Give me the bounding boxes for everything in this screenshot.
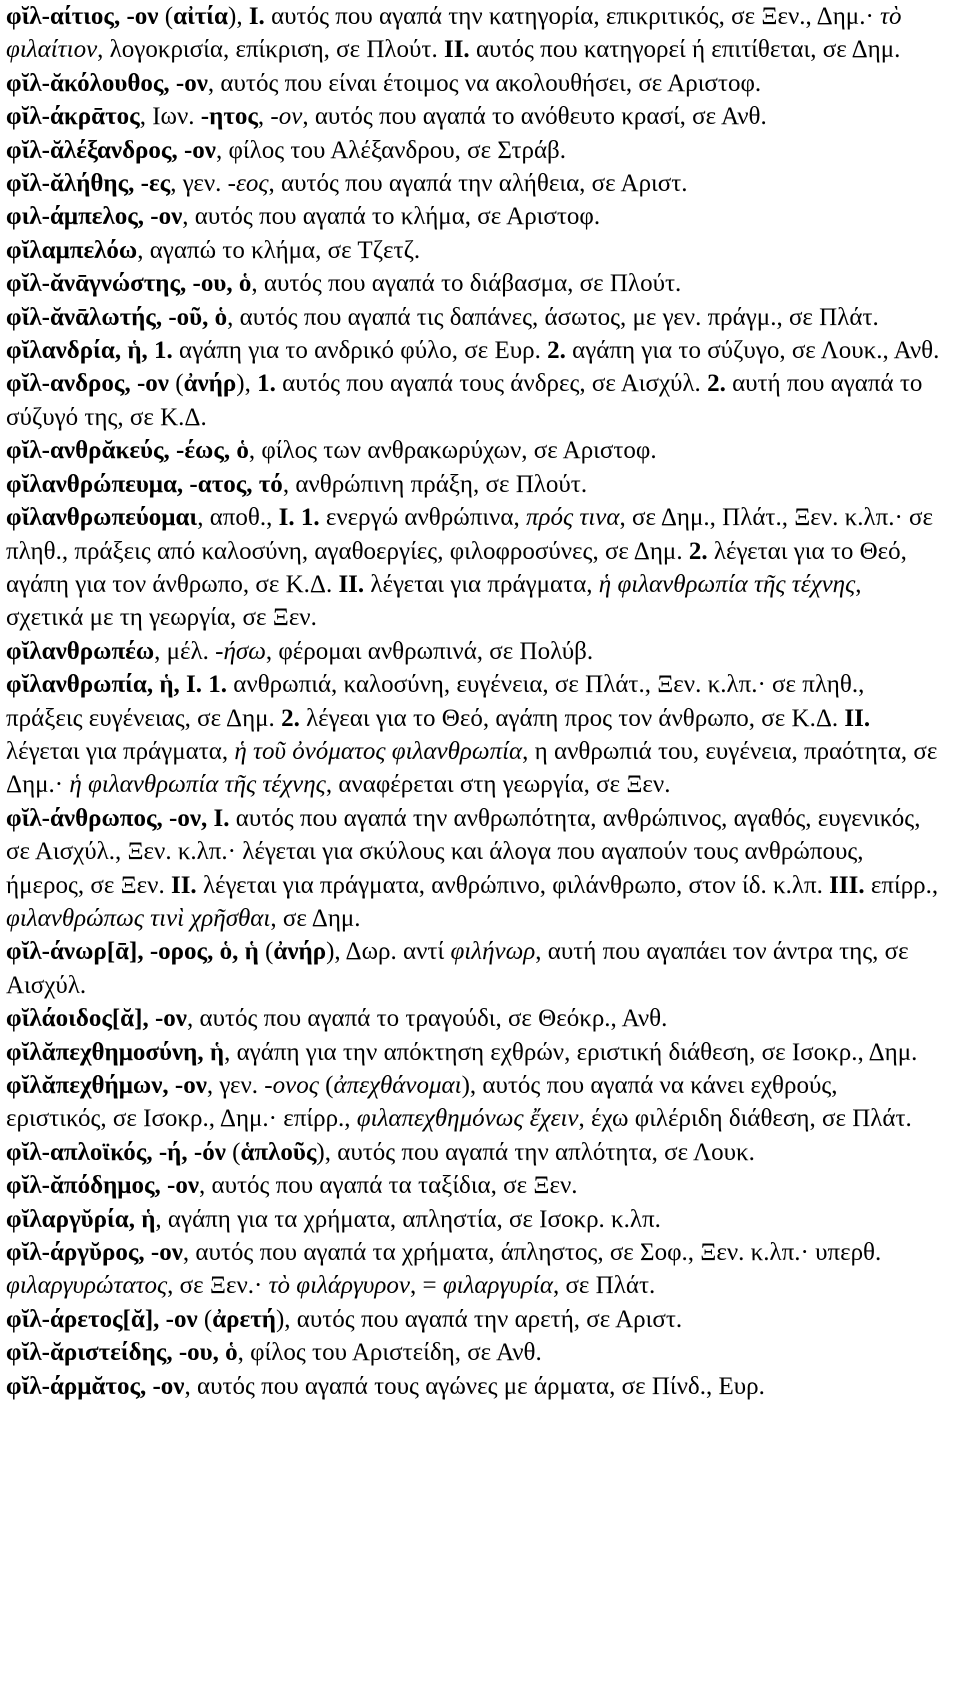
- entry-headword-text: φῐλ-άρετος[ᾰ], -ον: [6, 1305, 198, 1333]
- entry-headword-text: φῐλ-άργῠρος, -ον: [6, 1239, 183, 1267]
- entry-text: , αυτή που αγαπάει τον άντρα της, σε Αισχύλ.: [6, 938, 909, 999]
- entry-headword-text: φῐλ-ανδρος, -ον: [6, 370, 169, 398]
- entry-italic-text: φιλήνωρ: [450, 938, 536, 966]
- entry-headword-text: αἰτία: [173, 3, 228, 30]
- entry-text: , αυτός που αγαπά το τραγούδι, σε Θεόκρ., Ανθ.: [186, 1005, 668, 1033]
- entry-text: ),: [228, 3, 249, 30]
- entry-text: (: [164, 3, 174, 30]
- entry-text: λέγεται για το Θεό, αγάπη για τον άνθρωπο, σε Κ.Δ.: [6, 537, 907, 598]
- entry-text: αγάπη για το ανδρικό φύλο, σε Ευρ.: [172, 337, 548, 365]
- entry-list: [6, 0, 940, 1403]
- entry-text: , σε Ξεν.·: [167, 1272, 269, 1300]
- dictionary-entry: [6, 267, 940, 300]
- entry-headword-text: φῐλάοιδος[ᾰ], -ον: [6, 1005, 187, 1033]
- entry-headword-text: II.: [338, 570, 365, 598]
- dictionary-entry: [6, 67, 940, 100]
- entry-headword-text: 2.: [281, 704, 300, 732]
- dictionary-entry: [6, 367, 940, 434]
- entry-text: , αγαπώ το κλήμα, σε Τζετζ.: [137, 236, 421, 264]
- entry-headword-text: φῐλανθρωπέω: [6, 637, 155, 665]
- dictionary-entry: [6, 100, 940, 133]
- dictionary-entry: [6, 1169, 940, 1202]
- entry-text: , αγάπη για την απόκτηση εχθρών, εριστική διάθεση, σε Ισοκρ., Δημ.: [224, 1038, 918, 1066]
- dictionary-entry: [6, 200, 940, 233]
- entry-italic-text: ἀπεχθάνομαι: [333, 1072, 462, 1099]
- entry-headword-text: φῐλ-άρμᾰτος, -ον: [6, 1372, 185, 1400]
- entry-headword-text: -ητος: [200, 103, 258, 131]
- entry-headword-text: φῐλαργῠρία, ἡ: [6, 1205, 156, 1233]
- entry-text: ,: [257, 103, 271, 131]
- entry-headword-text: II.: [844, 704, 871, 732]
- entry-text: αυτός που αγαπά την ανθρωπότητα, ανθρώπινος, αγαθός, ευγενικός, σε Αισχύλ., Ξεν. κ.λπ.· λέγεται για σκύλους και άλογα που αγαπούν τους ανθρώπους, ήμερος, σε Ξεν.: [6, 804, 921, 899]
- entry-text: ), αυτός που αγαπά την απλότητα, σε Λουκ.: [316, 1138, 755, 1166]
- entry-text: ),: [236, 370, 258, 398]
- entry-headword-text: 2.: [547, 337, 566, 365]
- entry-text: , αυτός που αγαπά το κλήμα, σε Αριστοφ.: [182, 203, 601, 231]
- entry-italic-text: ἡ φιλανθρωπία τῆς τέχνης: [69, 771, 326, 799]
- entry-text: , φέρομαι ανθρωπινά, σε Πολύβ.: [265, 637, 594, 665]
- entry-headword-text: ἁπλοῦς: [240, 1138, 317, 1166]
- dictionary-entry: [6, 501, 940, 635]
- entry-text: , σε Δημ.: [270, 904, 361, 932]
- entry-text: , σχετικά με τη γεωργία, σε Ξεν.: [6, 570, 862, 632]
- entry-text: (: [168, 370, 184, 398]
- entry-text: ), αυτός που αγαπά να κάνει εχθρούς, εριστικός, σε Ισοκρ., Δημ.· επίρρ.,: [6, 1072, 838, 1133]
- entry-text: αυτή που αγαπά το σύζυγό της, σε Κ.Δ.: [6, 370, 923, 431]
- dictionary-entry: [6, 668, 940, 802]
- entry-headword-text: φῐλανθρωπία, ἡ, I. 1.: [6, 671, 228, 699]
- entry-italic-text: πρός τινα: [525, 504, 620, 532]
- entry-italic-text: τὸ φιλαίτιον: [6, 3, 902, 64]
- entry-text: , αυτός που αγαπά την αλήθεια, σε Αριστ.: [268, 170, 688, 198]
- entry-text: , αναφέρεται στη γεωργία, σε Ξεν.: [325, 771, 671, 799]
- entry-text: , φίλος των ανθρακωρύχων, σε Αριστοφ.: [248, 437, 657, 465]
- entry-text: ανθρωπιά, καλοσύνη, ευγένεια, σε Πλάτ., Ξεν. κ.λπ.· σε πληθ., πράξεις ευγένειας, σε Δημ.: [6, 671, 865, 732]
- dictionary-entry: [6, 1236, 940, 1303]
- entry-text: λέγεται για πράγματα,: [364, 570, 599, 598]
- dictionary-entry: [6, 301, 940, 334]
- entry-headword-text: φιλ-άμπελος, -ον: [6, 203, 183, 231]
- entry-headword-text: φῐλ-άκρᾱτος: [6, 103, 140, 131]
- entry-headword-text: 1.: [257, 370, 276, 398]
- dictionary-entry: [6, 0, 940, 67]
- entry-text: , φίλος του Αριστείδη, σε Ανθ.: [237, 1339, 542, 1367]
- entry-text: ), αυτός που αγαπά την αρετή, σε Αριστ.: [275, 1305, 683, 1333]
- dictionary-entry: [6, 234, 940, 267]
- entry-italic-text: -ον: [270, 103, 303, 131]
- entry-headword-text: 2.: [707, 370, 726, 398]
- dictionary-entry: [6, 802, 940, 936]
- entry-italic-text: -ονος: [264, 1072, 319, 1099]
- dictionary-entry: [6, 1203, 940, 1236]
- entry-text: , μέλ.: [154, 637, 216, 665]
- entry-text: , λογοκρισία, επίκριση, σε Πλούτ.: [97, 36, 444, 64]
- entry-headword-text: 2.: [688, 537, 708, 565]
- entry-text: , =: [409, 1272, 443, 1300]
- entry-text: αγάπη για το σύζυγο, σε Λουκ., Ανθ.: [565, 337, 940, 365]
- entry-text: , αυτός που αγαπά τα ταξίδια, σε Ξεν.: [199, 1172, 578, 1200]
- entry-headword-text: φῐλ-άνθρωπος, -ον, I.: [6, 804, 230, 832]
- entry-text: , Ιων.: [139, 103, 201, 131]
- dictionary-entry: [6, 1303, 940, 1336]
- dictionary-entry: [6, 1370, 940, 1403]
- entry-italic-text: ἡ φιλανθρωπία τῆς τέχνης: [598, 570, 856, 598]
- entry-text: , η ανθρωπιά του, ευγένεια, πραότητα, σε Δημ.·: [6, 737, 938, 799]
- entry-text: (: [258, 938, 274, 966]
- entry-headword-text: II.: [170, 871, 197, 899]
- dictionary-entry: [6, 1069, 940, 1136]
- entry-headword-text: φῐλανθρώπευμα, -ατος, τό: [6, 470, 283, 498]
- entry-headword-text: φῐλ-άνωρ[ᾱ], -ορος, ὁ, ἡ: [6, 938, 259, 966]
- dictionary-entry: [6, 1136, 940, 1169]
- entry-text: , γεν.: [170, 170, 228, 198]
- entry-italic-text: -εος: [227, 170, 269, 198]
- entry-headword-text: φῐλᾰπεχθημοσύνη, ἡ: [6, 1038, 225, 1066]
- entry-headword-text: φῐλ-ᾰριστείδης, -ου, ὁ: [6, 1339, 238, 1367]
- entry-text: αυτός που αγαπά τους άνδρες, σε Αισχύλ.: [275, 370, 708, 398]
- entry-text: (: [225, 1138, 241, 1166]
- entry-text: αυτός που αγαπά την κατηγορία, επικριτικός, σε Ξεν., Δημ.·: [264, 3, 881, 30]
- entry-italic-text: φιλαργυρώτατος: [6, 1272, 168, 1300]
- dictionary-entry: [6, 434, 940, 467]
- entry-text: , έχω φιλέριδη διάθεση, σε Πλάτ.: [578, 1105, 912, 1133]
- entry-italic-text: -ήσω: [215, 637, 266, 665]
- entry-text: , φίλος του Αλέξανδρου, σε Στράβ.: [215, 136, 567, 164]
- entry-headword-text: φῐλ-ᾰπόδημος, -ον: [6, 1172, 199, 1200]
- entry-text: , αυτός που αγαπά τα χρήματα, άπληστος, σε Σοφ., Ξεν. κ.λπ.· υπερθ.: [182, 1239, 882, 1267]
- entry-headword-text: ἀνήρ: [273, 938, 327, 966]
- entry-text: , ανθρώπινη πράξη, σε Πλούτ.: [282, 470, 588, 498]
- entry-text: , αποθ.,: [197, 504, 279, 532]
- entry-headword-text: φῐλ-ανθρᾰκεύς, -έως, ὁ: [6, 437, 249, 465]
- entry-text: , γεν.: [206, 1072, 265, 1099]
- entry-italic-text: φιλαργυρία: [442, 1272, 553, 1300]
- entry-text: , αυτός που αγαπά τους αγώνες με άρματα, σε Πίνδ., Ευρ.: [184, 1372, 765, 1400]
- entry-text: επίρρ.,: [864, 871, 939, 899]
- dictionary-entry: [6, 635, 940, 668]
- entry-italic-text: φιλανθρώπως τινὶ χρῆσθαι: [6, 904, 271, 932]
- entry-headword-text: III.: [829, 871, 865, 899]
- entry-headword-text: φῐλ-απλοϊκός, -ή, -όν: [6, 1138, 226, 1166]
- dictionary-entry: [6, 1002, 940, 1035]
- entry-headword-text: φῐλ-ᾰνᾱλωτής, -οῦ, ὁ: [6, 303, 228, 331]
- entry-headword-text: φῐλαμπελόω: [6, 236, 138, 264]
- dictionary-entry: [6, 1336, 940, 1369]
- dictionary-entry: [6, 935, 940, 1002]
- entry-text: λέγεαι για το Θεό, αγάπη προς τον άνθρωπο, σε Κ.Δ.: [299, 704, 845, 732]
- entry-headword-text: II.: [443, 36, 470, 64]
- entry-text: , αγάπη για τα χρήματα, απληστία, σε Ισοκρ. κ.λπ.: [155, 1205, 661, 1233]
- dictionary-entry: [6, 468, 940, 501]
- entry-text: (: [197, 1305, 213, 1333]
- dictionary-entry: [6, 1036, 940, 1069]
- entry-text: , αυτός που αγαπά το ανόθευτο κρασί, σε Ανθ.: [302, 103, 767, 131]
- entry-headword-text: I. 1.: [278, 504, 320, 532]
- entry-text: ενεργώ ανθρώπινα,: [319, 504, 526, 532]
- entry-headword-text: I.: [248, 3, 265, 30]
- dictionary-entry: [6, 334, 940, 367]
- entry-headword-text: ἀρετή: [212, 1305, 276, 1333]
- entry-headword-text: φῐλ-ᾰλέξανδρος, -ον: [6, 136, 216, 164]
- entry-text: λέγεται για πράγματα, ανθρώπινο, φιλάνθρωπο, στον ίδ. κ.λπ.: [196, 871, 830, 899]
- entry-text: , αυτός που αγαπά το διάβασμα, σε Πλούτ.: [251, 270, 682, 298]
- entry-italic-text: φιλαπεχθημόνως ἔχειν: [356, 1105, 579, 1133]
- entry-text: , αυτός που είναι έτοιμος να ακολουθήσει, σε Αριστοφ.: [207, 69, 762, 97]
- entry-headword-text: φῐλ-αίτιος, -ον: [6, 3, 165, 30]
- entry-headword-text: φῐλ-ᾰνᾱγνώστης, -ου, ὁ: [6, 270, 252, 298]
- entry-text: ), Δωρ. αντί: [326, 938, 451, 966]
- entry-text: , σε Πλάτ.: [552, 1272, 656, 1300]
- entry-text: λέγεται για πράγματα,: [6, 737, 235, 765]
- entry-text: αυτός που κατηγορεί ή επιτίθεται, σε Δημ.: [469, 36, 901, 64]
- entry-headword-text: φῐλᾰπεχθήμων, -ον: [6, 1072, 207, 1099]
- dictionary-entry: [6, 134, 940, 167]
- entry-italic-text: ἡ τοῦ ὀνόματος φιλανθρωπία: [234, 737, 523, 765]
- entry-headword-text: φῐλανθρωπεύομαι: [6, 504, 198, 532]
- entry-headword-text: φῐλ-ᾰλήθης, -ες: [6, 170, 171, 198]
- entry-text: (: [318, 1072, 334, 1099]
- entry-headword-text: φῐλ-ᾰκόλουθος, -ον: [6, 69, 208, 97]
- entry-headword-text: ἀνήρ: [183, 370, 237, 398]
- entry-italic-text: τὸ φιλάργυρον: [268, 1272, 410, 1300]
- entry-headword-text: φῐλανδρία, ἡ, 1.: [6, 337, 173, 365]
- dictionary-entry: [6, 167, 940, 200]
- entry-text: , αυτός που αγαπά τις δαπάνες, άσωτος, με γεν. πράγμ., σε Πλάτ.: [227, 303, 879, 331]
- entry-text: , σε Δημ., Πλάτ., Ξεν. κ.λπ.· σε πληθ., πράξεις από καλοσύνη, αγαθοεργίες, φιλοφροσύνες, σε Δημ.: [6, 504, 933, 565]
